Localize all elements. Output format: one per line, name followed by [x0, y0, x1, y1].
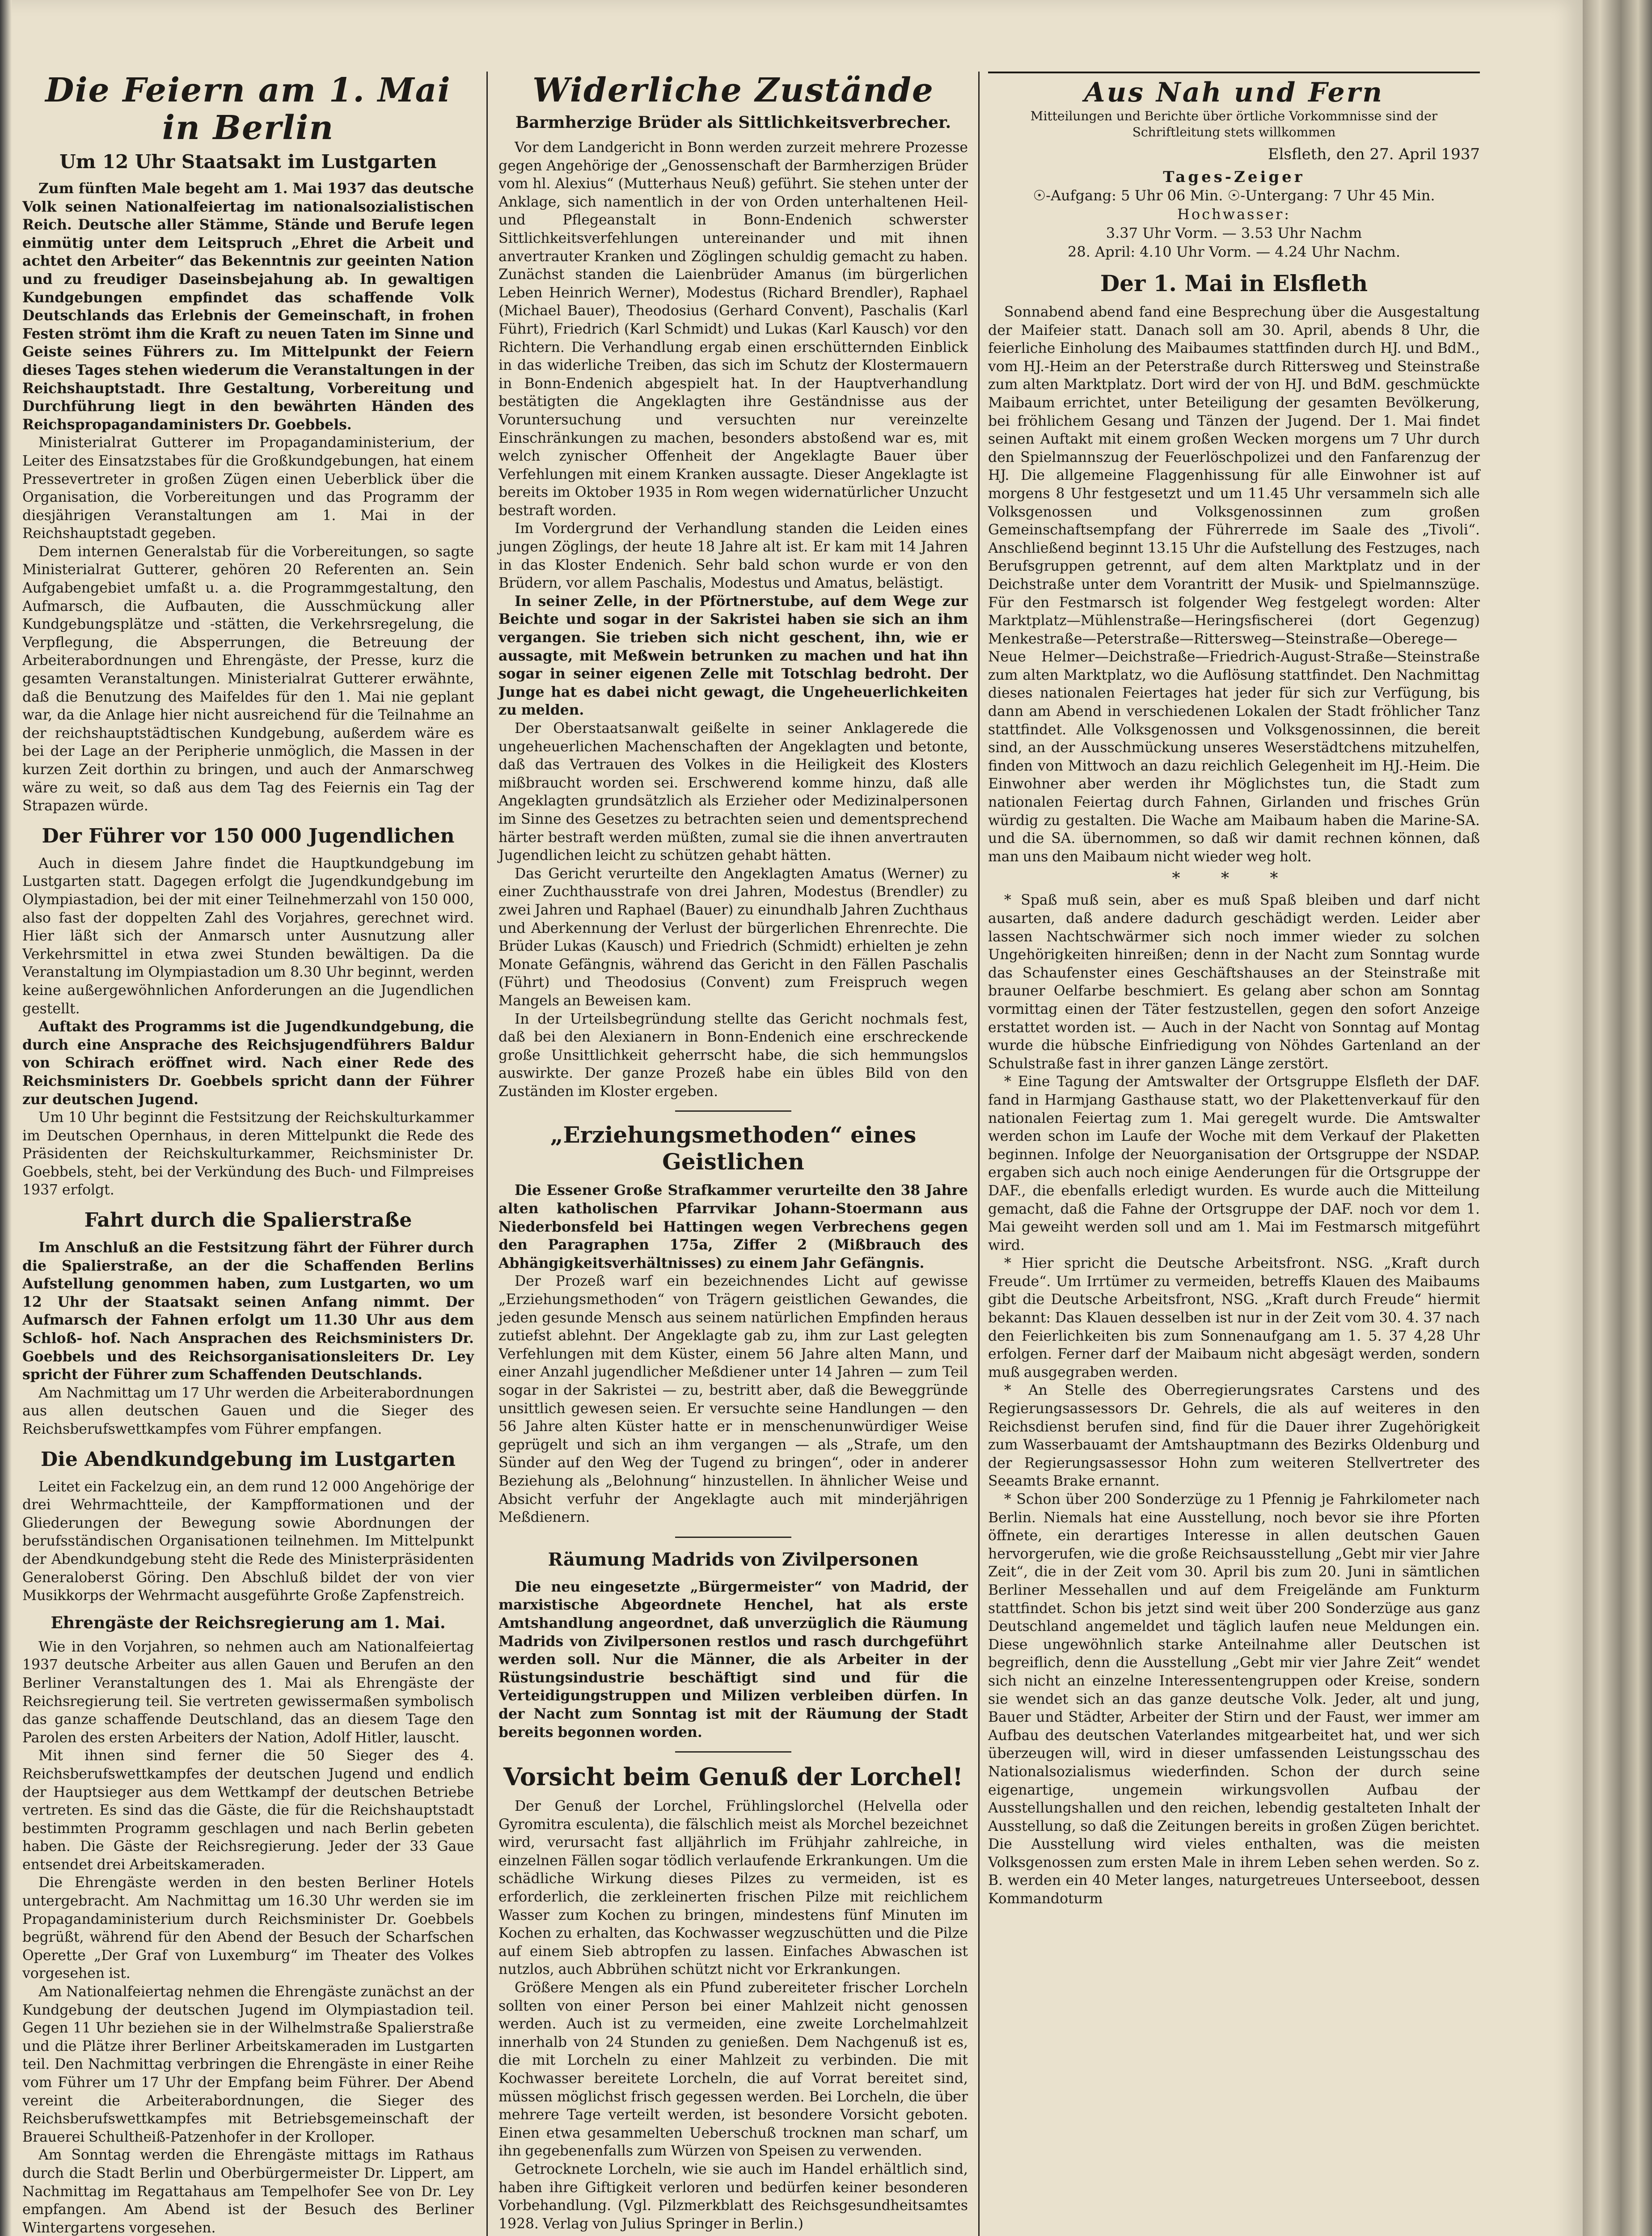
- paragraph: Im Vordergrund der Verhandlung standen die Leiden eines jungen Zöglings, der heute 18 Jahre alt ist. Er kam mit 14 Jahren in das Kloster Endenich. Sehr bald schon wurde er von den Brüdern, vor allem Paschalis, Modestus und Amatus, belästigt.: [499, 521, 968, 592]
- section-heading: Der 1. Mai in Elsfleth: [1100, 270, 1368, 296]
- headline-mai-berlin: Die Feiern am 1. Mai in Berlin: [45, 71, 451, 147]
- paragraph: Die Essener Große Strafkammer verurteilte den 38 Jahre alten katholischen Pfarrvikar Johann-Stoermann aus Niederbonsfeld bei Hattingen wegen Verbrechens gegen den Paragraphen 175a, Ziffer 2 (Mißbrauch des Abhängigkeitsverhältnisses) zu einem Jahr Gefängnis.: [499, 1182, 968, 1271]
- paragraph: Ministerialrat Gutterer im Propagandaministerium, der Leiter des Einsatzstabes für die Großkundgebungen, hat einem Pressevertreter in großen Zügen einen Ueberblick über die Organisation, die Vorbereitungen und das Programm der diesjährigen Veranstaltungen am 1. Mai in der Reichshauptstadt gegeben.: [22, 435, 474, 542]
- paragraph: Dem internen Generalstab für die Vorbereitungen, so sagte Ministerialrat Gutterer, gehören 20 Referenten an. Sein Aufgabengebiet umfaßt u. a. die Programmgestaltung, den Aufmarsch, die Aufbauten, die Ausschmückung aller Kundgebungsplätze und -stätten, die Verkehrsregelung, die Verpflegung, die Absperrungen, die Betreuung der Arbeiterabordnungen und Ehrengäste, der Presse, kurz die gesamten Veranstaltungen. Ministerialrat Gutterer erwähnte, daß die Benutzung des Maifeldes für den 1. Mai nie geplant war, da die Anlage hier nicht ausreichend für die Teilnahme an der reichshauptstädtischen Kundgebung, außerdem wäre es bei der Lage an der Peripherie unmöglich, die Massen in der kurzen Zeit dorthin zu bringen, und auch der Anmarschweg wäre zu weit, so daß aus dem Tag des Feiernis ein Tag der Strapazen würde.: [22, 543, 474, 814]
- hochwasser-line: 3.37 Uhr Vorm. — 3.53 Uhr Nachm: [1106, 224, 1362, 241]
- paragraph: Auftakt des Programms ist die Jugendkundgebung, die durch eine Ansprache des Reichsjugendführers Baldur von Schirach eröffnet wird. Nach einer Rede des Reichsministers Dr. Goebbels spricht dann der Führer zur deutschen Jugend.: [22, 1019, 474, 1108]
- paragraph: * Schon über 200 Sonderzüge zu 1 Pfennig je Fahrkilometer nach Berlin. Niemals hat eine Ausstellung, noch bevor sie ihre Pforten öffnete, ein derartiges Interesse in allen deutschen Gauen hervorgerufen, wie die große Reichsausstellung „Gebt mir vier Jahre Zeit“, die in der Zeit vom 30. April bis zum 20. Juni in sämtlichen Berliner Messehallen und auf dem Freigelände am Funkturm stattfindet. Schon bis jetzt sind weit über 200 Sonderzüge aus ganz Deutschland angemeldet und täglich laufen neue Meldungen ein. Diese ungewöhnlich starke Anteilnahme aller Deutschen ist begreiflich, denn die Ausstellung „Gebt mir vier Jahre Zeit“ wendet sich nicht an einzelne Interessentengruppen oder Kreise, sondern sie wendet sich an das ganze deutsche Volk. Jeder, alt und jung, Bauer und Städter, Arbeiter der Stirn und der Faust, wer immer am Aufbau des deutschen Vaterlandes mitgearbeitet hat, und wer sich überzeugen will, wird in dieser umfassenden Leistungsschau des Nationalsozialismus wiederfinden. Schon der durch seine eigenartige, ungemein wirkungsvollen Aufbau der Ausstellungshallen und den reichen, lebendig gestalteten Inhalt der Ausstellung, so daß die Zeitungen bereits in großen Zügen berichtet. Die Ausstellung wird vieles enthalten, was die meisten Volksgenossen zum ersten Male in ihrem Leben sehen werden. So z. B. werden ein 40 Meter langes, naturgetreues Unterseeboot, dessen Kommandoturm: [988, 1491, 1480, 1907]
- paragraph: * An Stelle des Oberregierungsrates Carstens und des Regierungsassessors Dr. Gehrels, die als auf weiteres in den Reichsdienst berufen sind, find für die Dauer ihrer Zugehörigkeit zum Wasserbauamt der Amtshauptmann des Bezirks Oldenburg und der Regierungsassessor Hohn zum weiteren Stellvertreter des Seeamts Brake ernannt.: [988, 1382, 1480, 1490]
- page-edge: [1583, 0, 1652, 2236]
- tages-zeiger-heading: Tages-Zeiger: [1163, 168, 1305, 186]
- headline-widerliche-zustaende: Widerliche Zustände: [532, 71, 934, 110]
- paragraph: Größere Mengen als ein Pfund zubereiteter frischer Lorcheln sollten von einer Person bei einer Mahlzeit nicht genossen werden. Auch ist zu vermeiden, eine zweite Lorchelmahlzeit innerhalb von 24 Stunden zu genießen. Dem Nachgenuß ist es, die mit Lorcheln zu einer Mahlzeit zu verbinden. Die mit Kochwasser bereitete Lorcheln, die auf Vorrat bereitet sind, müssen möglichst frisch gegessen werden. Bei Lorcheln, die über mehrere Tage verteilt werden, ist besondere Vorsicht geboten. Einen etwa gesammelten Ueberschuß trocknen man scharf, um ihn gegebenenfalls zum Würzen von Speisen zu verwenden.: [499, 1980, 968, 2160]
- section-rule: [675, 1537, 791, 1538]
- paragraph: In der Urteilsbegründung stellte das Gericht nochmals fest, daß bei den Alexianern in Bonn-Endenich eine erschreckende große Unsittlichkeit geherrscht habe, die sich hemmungslos auswirkte. Der ganze Prozeß habe ein übles Bild von den Zuständen im Kloster ergeben.: [499, 1011, 968, 1100]
- section-rule: [675, 1751, 791, 1753]
- subheadline-brueder: Barmherzige Brüder als Sittlichkeitsverbrecher.: [515, 113, 951, 132]
- section-heading: Vorsicht beim Genuß der Lorchel!: [503, 1762, 963, 1791]
- column-left: [22, 72, 474, 2236]
- section-heading: Räumung Madrids von Zivilpersonen: [548, 1549, 919, 1570]
- column-divider: [978, 72, 980, 2236]
- hochwasser-line: 28. April: 4.10 Uhr Vorm. — 4.24 Uhr Nachm.: [1067, 243, 1401, 260]
- paragraph: Mit ihnen sind ferner die 50 Sieger des 4. Reichsberufswettkampfes der deutschen Jugend und endlich der Hauptsieger aus dem Wettkampf der deutschen Betriebe vertreten. Es sind das die Gäste, die für die Reichshauptstadt bestimmten Programm geschlagen und nach Berlin gebeten haben. Die Gäste der Reichsregierung. Jeder der 33 Gaue entsendet drei Arbeitskameraden.: [22, 1748, 474, 1873]
- paragraph: Am Nachmittag um 17 Uhr werden die Arbeiterabordnungen aus allen deutschen Gauen und die Sieger des Reichsberufswettkampfes vom Führer empfangen.: [22, 1385, 474, 1437]
- paragraph: * Spaß muß sein, aber es muß Spaß bleiben und darf nicht ausarten, daß andere dadurch geschädigt werden. Leider aber lassen Nachtschwärmer sich noch immer wieder zu solchen Ungehörigkeiten hinreißen; denn in der Nacht zum Sonntag wurde das Schaufenster eines Geschäftshauses an der Steinstraße mit brauner Oelfarbe beschmiert. Es gelang aber schon am Sonntag vormittag einen der Täter festzustellen, gegen den sofort Anzeige erstattet worden ist. — Auch in der Nacht von Sonntag auf Montag wurde die hübsche Einfriedigung von Nöhdes Gartenland an der Schulstraße fast in ihrer ganzen Länge zerstört.: [988, 892, 1480, 1072]
- section-heading: „Erziehungsmethoden“ eines Geistlichen: [550, 1122, 917, 1175]
- section-heading: Fahrt durch die Spalierstraße: [84, 1209, 412, 1232]
- paragraph: Am Nationalfeiertag nehmen die Ehrengäste zunächst an der Kundgebung der deutschen Jugend im Olympiastadion teil. Gegen 11 Uhr beziehen sie in der Wilhelmstraße Spalierstraße und die Plätze ihrer Berliner Arbeitskameraden im Lustgarten teil. Den Nachmittag verbringen die Ehrengäste in einer Reihe vom Führer um 17 Uhr der Empfang beim Führer. Der Abend vereint die Arbeiterabordnungen, die Sieger des Reichsberufswettkampfes mit Betriebsgemeinschaft der Brauerei Schultheiß-Patzenhofer in der Krolloper.: [22, 1984, 474, 2145]
- paragraph: * Eine Tagung der Amtswalter der Ortsgruppe Elsfleth der DAF. fand in Harmjang Gasthause statt, wo der Plakettenverkauf für den nationalen Feiertag zum 1. Mai geregelt wurde. Die Amtswalter werden schon im Laufe der Woche mit dem Verkauf der Plaketten beginnen. Infolge der Neuorganisation der Ortsgruppe der NSDAP. ergaben sich auch noch einige Aenderungen für die Ortsgruppe der DAF., die ebenfalls erledigt wurden. Es wurde auch die Mitteilung gemacht, daß die Fahne der Ortsgruppe der DAF. noch vor dem 1. Mai geweiht werden soll und am 1. Mai im Festmarsch mitgeführt wird.: [988, 1074, 1480, 1254]
- paragraph: Leitet ein Fackelzug ein, an dem rund 12 000 Angehörige der drei Wehrmachtteile, der Kampfformationen und der Gliederungen der Bewegung sowie Abordnungen der berufsständischen Organisationen teilnehmen. Im Mittelpunkt der Abendkundgebung steht die Rede des Ministerpräsidenten Generaloberst Göring. Den Abschluß bildet der von vier Musikkorps der Wehrmacht ausgeführte Große Zapfenstreich.: [22, 1478, 474, 1604]
- paragraph: Das Gericht verurteilte den Angeklagten Amatus (Werner) zu einer Zuchthausstrafe von drei Jahren, Modestus (Brendler) zu zwei Jahren und Raphael (Bauer) zu einundhalb Jahren Zuchthaus und Aberkennung der Verlust der bürgerlichen Ehrenrechte. Die Brüder Lukas (Kausch) und Friedrich (Schmidt) erhielten je zehn Monate Gefängnis, während das Gericht in den Fällen Paschalis (Führt) und Theodosius (Convent) zum Freispruch wegen Mangels an Beweisen kam.: [499, 865, 968, 1009]
- paragraph: Der Prozeß warf ein bezeichnendes Licht auf gewisse „Erziehungsmethoden“ von Trägern geistlichen Gewandes, die jeden gesunde Mensch aus seinem natürlichen Empfinden heraus zutiefst ablehnt. Der Angeklagte gab zu, ihm zur Last gelegten Verfehlungen mit dem Küster, einem 56 Jahre alten Mann, und einer Anzahl jugendlicher Meßdiener unter 14 Jahren — zum Teil sogar in der Sakristei — zu, bestritt aber, daß die Beweggründe unsittlich gewesen seien. Er versuchte seine Handlungen — den 56 Jahre alten Küster hatte er in menschenunwürdiger Weise geprügelt und sich an ihm vergangen — als „Strafe, um den Sünder auf den Weg der Tugend zu bringen“, oder in anderer Beziehung als „Belohnung“ hinzustellen. In ähnlicher Weise und Absicht verfuhr der Angeklagte auch mit minderjährigen Meßdienern.: [499, 1273, 968, 1526]
- section-subtitle: Mitteilungen und Berichte über örtliche Vorkommnisse sind der Schriftleitung stets willkommen: [1030, 109, 1438, 140]
- section-title-aus-nah-und-fern: Aus Nah und Fern: [1084, 77, 1384, 108]
- column-divider: [486, 72, 488, 2236]
- paragraph: Die neu eingesetzte „Bürgermeister“ von Madrid, der marxistische Abgeordnete Henchel, hat als erste Amtshandlung angeordnet, daß unverzüglich die Räumung Madrids von Zivilpersonen restlos und rasch durchgeführt werden soll. Nur die Männer, die als Arbeiter in der Rüstungsindustrie beschäftigt sind und für die Verteidigungstruppen und Milizen verbleiben dürfen. In der Nacht zum Sonntag ist mit der Räumung der Stadt bereits begonnen worden.: [499, 1579, 968, 1741]
- section-rule: [675, 1110, 791, 1112]
- paragraph: Der Genuß der Lorchel, Frühlingslorchel (Helvella oder Gyromitra esculenta), die fälschlich meist als Morchel bezeichnet wird, verursacht fast alljährlich im Frühjahr zahlreiche, in einzelnen Fällen sogar tödlich verlaufende Erkrankungen. Um die schädliche Wirkung dieses Pilzes zu vermeiden, ist es erforderlich, die zerkleinerten frischen Pilze mit reichlichem Wasser zum Kochen zu bringen, mindestens fünf Minuten im Kochen zu erhalten, das Kochwasser wegzuschütten und die Pilze auf einem Sieb abtropfen zu lassen. Einfaches Abwaschen ist nutzlos, auch Abbrühen schützt nicht vor Erkrankungen.: [499, 1798, 968, 1978]
- paragraph: Wie in den Vorjahren, so nehmen auch am Nationalfeiertag 1937 deutsche Arbeiter aus allen Gauen und Berufen an den Berliner Veranstaltungen des 1. Mai als Ehrengäste der Reichsregierung teil. Sie vertreten gewissermaßen symbolisch das ganze schaffende Deutschland, das an diesem Tage den Parolen des ersten Arbeiters der Nation, Adolf Hitler, lauscht.: [22, 1639, 474, 1746]
- section-heading: Ehrengäste der Reichsregierung am 1. Mai.: [51, 1613, 446, 1632]
- rule: [988, 72, 1480, 73]
- section-heading: Der Führer vor 150 000 Jugendlichen: [42, 824, 455, 847]
- column-middle: [499, 72, 968, 2236]
- hochwasser-heading: Hochwasser:: [1177, 206, 1291, 223]
- section-heading: Die Abendkundgebung im Lustgarten: [40, 1448, 456, 1471]
- paragraph: * Hier spricht die Deutsche Arbeitsfront. NSG. „Kraft durch Freude“. Um Irrtümer zu vermeiden, betreffs Klauen des Maibaums gibt die Deutsche Arbeitsfront, NSG. „Kraft durch Freude“ hiermit bekannt: Das Klauen desselben ist nur in der Zeit vom 30. 4. 37 nach den Feierlichkeiten bis zum Sonnenaufgang am 1. 5. 37 4,28 Uhr erfolgen. Ferner darf der Maibaum nicht abgesägt werden, sondern muß ausgegraben werden.: [988, 1255, 1480, 1381]
- paragraph: Vor dem Landgericht in Bonn werden zurzeit mehrere Prozesse gegen Angehörige der „Genossenschaft der Barmherzigen Brüder vom hl. Alexius“ (Mutterhaus Neuß) geführt. Sie stehen unter der Anklage, sich namentlich in der von Orden unterhaltenen Heil- und Pflegeanstalt in Bonn-Endenich schwerster Sittlichkeitsverfehlungen untereinander und mit ihnen anvertrauter Kranken und Zöglingen schuldig gemacht zu haben. Zunächst standen die Laienbrüder Amanus (im bürgerlichen Leben Heinrich Werner), Modestus (Richard Brendler), Raphael (Michael Bauer), Theodosius (Gerhard Convent), Paschalis (Karl Führt), Friedrich (Karl Schmidt) und Lukas (Karl Kausch) vor den Richtern. Die Verhandlung ergab einen erschütternden Einblick in das widerliche Treiben, das sich im Schutz der Klostermauern in Bonn-Endenich abgespielt hat. In der Hauptverhandlung bestätigten die Angeklagten ihre Geständnisse aus der Voruntersuchung und versuchten nur vereinzelte Einschränkungen zu machen, besonders abstoßend war es, mit welch zynischer Offenheit der Angeklagte Bauer über Verfehlungen mit einem Kranken aussagte. Dieser Angeklagte ist bereits im Oktober 1935 in Rom wegen widernatürlicher Unzucht bestraft worden.: [499, 140, 968, 519]
- paragraph: In seiner Zelle, in der Pförtnerstube, auf dem Wege zur Beichte und sogar in der Sakristei haben sie sich an ihm vergangen. Sie trieben sich nicht geschent, ihn, wie er aussagte, mit Meßwein betrunken zu machen und hat ihn sogar in seiner eigenen Zelle mit Totschlag bedroht. Der Junge hat es dabei nicht gewagt, die Ungeheuerlichkeiten zu melden.: [499, 593, 968, 719]
- paragraph: Im Anschluß an die Festsitzung fährt der Führer durch die Spalierstraße, an der die Schaffenden Berlins Aufstellung genommen haben, zum Lustgarten, wo um 12 Uhr der Staatsakt seinen Anfang nimmt. Der Aufmarsch der Fahnen erfolgt um 11.30 Uhr aus dem Schloß- hof. Nach Ansprachen des Reichsministers Dr. Goebbels und des Reichsorganisationsleiters Dr. Ley spricht der Führer zum Schaffenden Deutschlands.: [22, 1240, 474, 1383]
- dateline: Elsfleth, den 27. April 1937: [1268, 145, 1480, 163]
- paragraph: Die Ehrengäste werden in den besten Berliner Hotels untergebracht. Am Nachmittag um 16.30 Uhr werden sie im Propagandaministerium durch Reichsminister Dr. Goebbels begrüßt, während für den Abend der Besuch der Scharfschen Operette „Der Graf von Luxemburg“ im Theater des Volkes vorgesehen ist.: [22, 1875, 474, 1982]
- paragraph: Zum fünften Male begeht am 1. Mai 1937 das deutsche Volk seinen Nationalfeiertag im nationalsozialistischen Reich. Deutsche aller Stämme, Stände und Berufe legen einmütig unter dem Leitspruch „Ehret die Arbeit und achtet den Arbeiter“ das Bekenntnis zur geeinten Nation und zu freudiger Daseinsbejahung ab. In gewaltigen Kundgebungen empfindet das schaffende Volk Deutschlands das Erlebnis der Gemeinschaft, in frohen Festen strömt ihm die Kraft zu neuen Taten im Sinne und Geiste seines Führers zu. Im Mittelpunkt der Feiern dieses Tages stehen wiederum die Veranstaltungen in der Reichshauptstadt. Ihre Gestaltung, Vorbereitung und Durchführung liegt in den bewährten Händen des Reichspropagandaministers Dr. Goebbels.: [22, 181, 474, 433]
- separator-stars: * * *: [1172, 869, 1296, 888]
- paragraph: Getrocknete Lorcheln, wie sie auch im Handel erhältlich sind, haben ihre Giftigkeit verloren und bedürfen keiner besonderen Vorbehandlung. (Vgl. Pilzmerkblatt des Reichsgesundheitsamtes 1928. Verlag von Julius Springer in Berlin.): [499, 2161, 968, 2232]
- paragraph: Am Sonntag werden die Ehrengäste mittags im Rathaus durch die Stadt Berlin und Oberbürgermeister Dr. Lippert, am Nachmittag im Regattahaus am Tempelhofer See von Dr. Ley empfangen. Am Abend ist der Besuch des Berliner Wintergartens vorgesehen.: [22, 2147, 474, 2236]
- subheadline-staatsakt: Um 12 Uhr Staatsakt im Lustgarten: [59, 151, 437, 173]
- paragraph: Der Oberstaatsanwalt geißelte in seiner Anklagerede die ungeheuerlichen Machenschaften der Angeklagten und betonte, daß das Vertrauen des Volkes in die Heiligkeit des Klosters mißbraucht worden sei. Erschwerend komme hinzu, daß alle Angeklagten grundsätzlich als Erzieher oder Medizinalpersonen im Sinne des Gesetzes zu betrachten seien und dementsprechend härter bestraft werden müßten, zumal sie die ihnen anvertrauten Jugendlichen leicht zu schützen gehabt hätten.: [499, 720, 968, 864]
- sun-times: ☉-Aufgang: 5 Uhr 06 Min. ☉-Untergang: 7 Uhr 45 Min.: [1033, 187, 1435, 204]
- binding-shadow: [0, 0, 12, 2236]
- paragraph: Sonnabend abend fand eine Besprechung über die Ausgestaltung der Maifeier statt. Danach soll am 30. April, abends 8 Uhr, die feierliche Einholung des Maibaumes stattfinden durch HJ. und BdM., vom HJ.-Heim an der Peterstraße durch Rittersweg und Steinstraße zum alten Marktplatz. Dort wird der von HJ. und BdM. geschmückte Maibaum errichtet, unter Beteiligung der gesamten Bevölkerung, bei fröhlichem Gesang und Tänzen der Jugend. Der 1. Mai findet seinen Auftakt mit einem großen Wecken morgens um 7 Uhr durch den Spielmannszug der Feuerlöschpolizei und den Fanfarenzug der HJ. Die allgemeine Flaggenhissung für alle Einwohner ist auf morgens 8 Uhr festgesetzt und um 11.45 Uhr versammeln sich alle Volksgenossen und Volksgenossinnen zum großen Gemeinschaftsempfang der Führerrede im Saale des „Tivoli“. Anschließend beginnt 13.15 Uhr die Aufstellung des Festzuges, nach Berufsgruppen getrennt, auf dem alten Marktplatz und in der Deichstraße unter dem Vorantritt der Musik- und Spielmannszüge. Für den Festmarsch ist folgender Weg festgelegt worden: Alter Marktplatz—Mühlenstraße—Heringsfischerei (dort Gegenzug) Menkestraße—Peterstraße—Rittersweg—Steinstraße—Oberege—Neue Helmer—Deichstraße—Friedrich-August-Straße—Steinstraße zum alten Marktplatz, wo die Auflösung stattfindet. Den Nachmittag dieses nationalen Feiertages hat jeder für sich zur Verfügung, bis dann am Abend in verschiedenen Lokalen der Stadt fröhlicher Tanz stattfindet. Alle Volksgenossen und Volksgenossinnen, die bereit sind, an der Ausschmückung unseres Weserstädtchens mitzuhelfen, finden von Mittwoch an dazu reichlich Gelegenheit im HJ.-Heim. Die Einwohner aber werden ihr Möglichstes tun, die Stadt zum nationalen Feiertag durch Fahnen, Girlanden und frisches Grün würdig zu gestalten. Die Wache am Maibaum haben die Marine-SA. und die SA. übernommen, so daß wir damit rechnen können, daß man uns den Maibaum nicht wieder weg holt.: [988, 304, 1480, 865]
- paragraph: Um 10 Uhr beginnt die Festsitzung der Reichskulturkammer im Deutschen Opernhaus, in deren Mittelpunkt die Rede des Präsidenten der Reichskulturkammer, Reichsminister Dr. Goebbels, steht, bei der Verkündung des Buch- und Filmpreises 1937 erfolgt.: [22, 1110, 474, 1198]
- column-right: [988, 72, 1480, 1908]
- paragraph: Auch in diesem Jahre findet die Hauptkundgebung im Lustgarten statt. Dagegen erfolgt die Jugendkundgebung im Olympiastadion, bei der mit einer Teilnehmerzahl von 150 000, also fast der doppelten Zahl des Vorjahres, gerechnet wird. Hier läßt sich der Anmarsch unter Ausnutzung aller Verkehrsmittel in etwa zwei Stunden bewältigen. Da die Veranstaltung im Olympiastadion um 8.30 Uhr beginnt, werden keine außergewöhnlichen Anforderungen an die Jugendlichen gestellt.: [22, 855, 474, 1017]
